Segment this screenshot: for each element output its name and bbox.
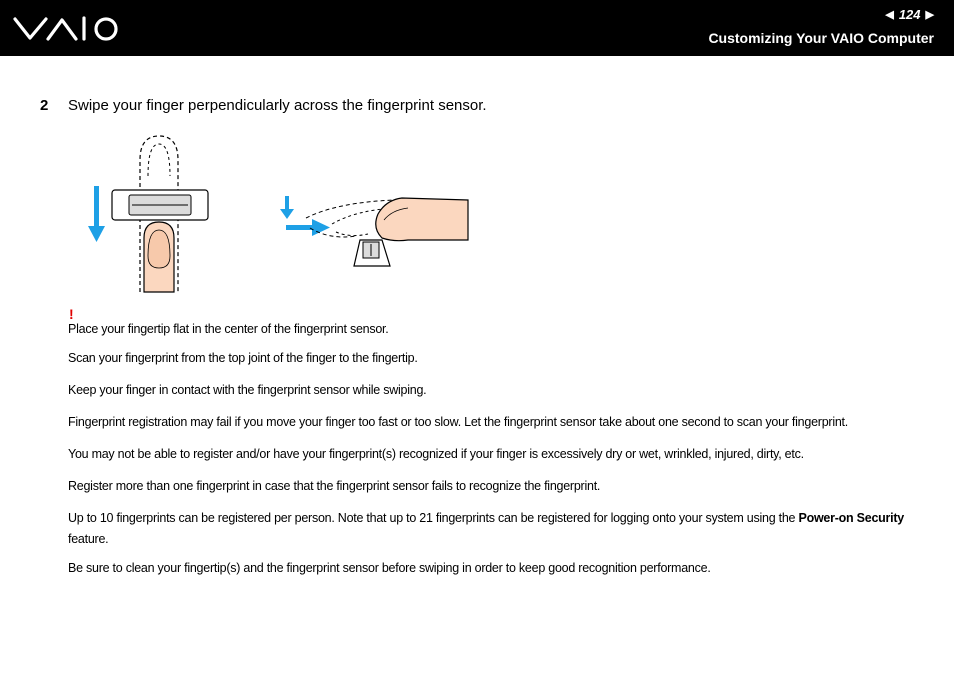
page-number: 124 bbox=[898, 7, 921, 22]
fingerprint-swipe-side-view bbox=[276, 188, 471, 270]
note-item: Keep your finger in contact with the fingerprint sensor while swiping. bbox=[68, 383, 427, 397]
finger-side bbox=[376, 198, 468, 241]
arrow-down-small-icon bbox=[280, 196, 294, 219]
note-item: Be sure to clean your fingertip(s) and the fingerprint sensor before swiping in order to keep good recognition performance. bbox=[68, 561, 711, 575]
triangle-right-icon[interactable]: ▶ bbox=[925, 9, 934, 21]
section-title: Customizing Your VAIO Computer bbox=[708, 30, 934, 46]
note-item: You may not be able to register and/or have your fingerprint(s) recognized if your finger is excessively dry or wet, wrinkled, injured, dirty, etc. bbox=[68, 447, 804, 461]
page-header bbox=[0, 0, 954, 56]
note-item: Scan your fingerprint from the top joint of the finger to the fingertip. bbox=[68, 351, 418, 365]
note-item-power-on bbox=[68, 508, 926, 550]
vaio-logo bbox=[12, 14, 122, 42]
power-on-security-term: Power-on Security bbox=[798, 511, 904, 525]
note-item: Register more than one fingerprint in case that the fingerprint sensor fails to recognize the fingerprint. bbox=[68, 479, 601, 493]
page-navigation bbox=[885, 7, 934, 22]
note-item: Place your fingertip flat in the center of the fingerprint sensor. bbox=[68, 322, 389, 336]
step-number: 2 bbox=[40, 97, 49, 114]
step-instruction bbox=[40, 97, 487, 114]
triangle-left-icon[interactable]: ◀ bbox=[885, 9, 894, 21]
step-text: Swipe your finger perpendicularly across the fingerprint sensor. bbox=[68, 97, 487, 114]
note-item: Fingerprint registration may fail if you move your finger too fast or too slow. Let the fingerprint sensor take about one second to scan your fingerprint. bbox=[68, 415, 848, 429]
arrow-down-icon bbox=[88, 186, 105, 242]
note-text: Up to 10 fingerprints can be registered per person. Note that up to 21 fingerprints can be registered for logging onto your system using the bbox=[68, 511, 799, 525]
important-note-mark: ! bbox=[69, 306, 74, 322]
fingerprint-swipe-top-view bbox=[86, 130, 216, 295]
note-text: feature. bbox=[68, 532, 109, 546]
arrow-right-icon bbox=[286, 219, 330, 236]
